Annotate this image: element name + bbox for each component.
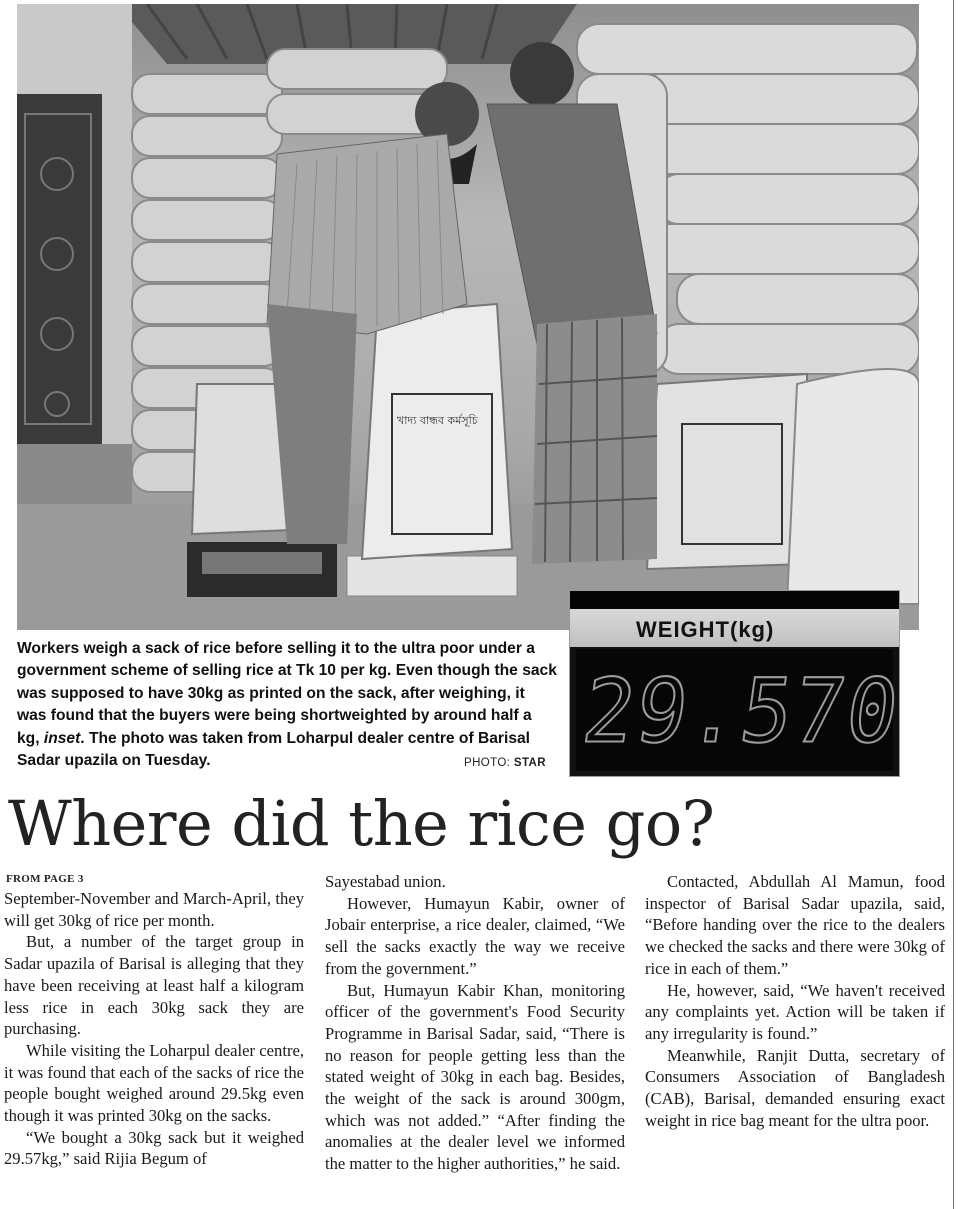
rice-warehouse-photo <box>17 4 919 630</box>
article-column-2 <box>325 871 625 1175</box>
photo-credit <box>464 757 546 769</box>
article-column-3 <box>645 871 945 1131</box>
paragraph: While visiting the Loharpul dealer centre, it was found that each of the sacks of rice the people bought weighed around 29.5kg even though it was printed 30kg on the sacks. <box>4 1040 304 1126</box>
weight-reading: 29.570 <box>576 659 907 763</box>
photo-credit-name: STAR <box>513 757 546 769</box>
paragraph: Contacted, Abdullah Al Mamun, food inspector of Barisal Sadar upazila, said, “Before handing over the rice to the dealers we checked the sacks and there were 30kg of rice in each of them.” <box>645 872 945 978</box>
paragraph: But, Humayun Kabir Khan, monitoring officer of the government's Food Security Programme in Barisal Sadar, said, “There is no reason for people getting less than the stated weight of 30kg in each bag. Besides, the weight of the sack is around 300gm, which was not added.” “After finding the anomalies at the dealer level we informed the matter to the higher authorities,” he said. <box>325 980 625 1174</box>
rice-warehouse-photo-icon <box>17 4 919 630</box>
column-rule <box>953 0 954 1209</box>
caption-text: Workers weigh a sack of rice before selling it to the ultra poor under a government scheme of selling rice at Tk 10 per kg. Even though the sack was supposed to have 30kg as printed on the sack, after weighing, it was found that the buyers were being shortweighted by around half a kg, <box>17 640 557 747</box>
caption-inset-word: inset <box>43 729 81 747</box>
inset-top-strip <box>570 591 899 609</box>
photo-credit-prefix: PHOTO: <box>464 757 514 769</box>
paragraph: “We bought a 30kg sack but it weighed 29.57kg,” said Rijia Begum of <box>4 1127 304 1169</box>
paragraph: But, a number of the target group in Sadar upazila of Barisal is alleging that they have been receiving at least half a kilogram less rice in each 30kg sack they are purchasing. <box>4 932 304 1039</box>
photo-caption <box>17 638 557 772</box>
weight-inset-photo <box>569 590 907 777</box>
paragraph: He, however, said, “We haven't received any complaints yet. Action will be taken if any irregularity is found.” <box>645 980 945 1043</box>
svg-text:খাদ্য বান্ধব কর্মসূচি: খাদ্য বান্ধব কর্মসূচি <box>397 414 478 427</box>
paragraph: September-November and March-April, they will get 30kg of rice per month. <box>4 889 304 930</box>
paragraph: However, Humayun Kabir, owner of Jobair enterprise, a rice dealer, claimed, “We sell the sacks exactly the way we receive from the government.” <box>325 893 625 978</box>
jump-line: FROM PAGE 3 <box>6 873 84 885</box>
weight-label: WEIGHT(kg) <box>636 617 775 642</box>
paragraph: Sayestabad union. <box>325 872 446 891</box>
caption-text-end: . The photo was taken from Loharpul dealer centre of Barisal Sadar upazila on Tuesday. <box>17 729 530 770</box>
paragraph: Meanwhile, Ranjit Dutta, secretary of Consumers Association of Bangladesh (CAB), Barisal, demanded ensuring exact weight in rice bag meant for the ultra poor. <box>645 1045 945 1130</box>
headline: Where did the rice go? <box>8 787 715 860</box>
article-column-1 <box>4 888 304 1170</box>
